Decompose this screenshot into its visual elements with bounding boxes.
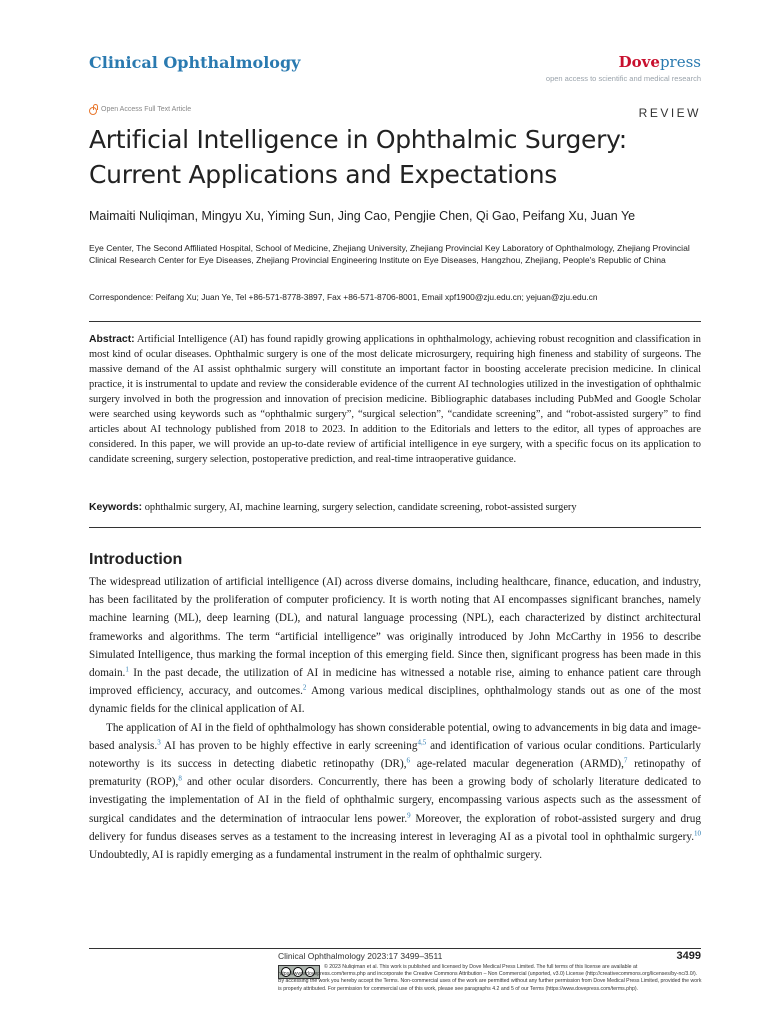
publisher-brand[interactable]: [546, 53, 701, 83]
journal-name[interactable]: Clinical Ophthalmology: [89, 53, 301, 72]
affiliation: Eye Center, The Second Affiliated Hospital, School of Medicine, Zhejiang University, Zhejiang Provincial Key Laboratory of Ophthalmology, Zhejiang Provincial Clinical Research Center for Eye Diseases, Zhejiang Provincial Engineering Institute on Eye Diseases, Hangzhou, Zhejiang, People's Republic of China: [89, 243, 690, 265]
publisher-tagline: open access to scientific and medical research: [545, 74, 701, 83]
citation-link[interactable]: 1: [125, 665, 129, 674]
keywords: [89, 500, 701, 515]
section-heading-introduction: Introduction: [89, 551, 183, 568]
article-title: [89, 122, 709, 192]
citation-link[interactable]: 6: [406, 756, 411, 765]
open-access-lock-icon: [89, 104, 97, 115]
citation-link[interactable]: 2: [302, 683, 307, 692]
citation-link[interactable]: 4,5: [417, 738, 427, 747]
citation-link[interactable]: 7: [623, 756, 628, 765]
abstract-text: Artificial Intelligence (AI) has found rapidly growing applications in ophthalmology, achieving robust recognition and classification in most kind of ocular diseases. Ophthalmic surgery is one of the most delicate microsurgery, requiring high fineness and stability of surgeons. The massive demand of the AI assist ophthalmic surgery will constitute an important factor in boosting accelerate precision medicine. In clinical practice, it is instrumental to update and review the considerable evidence of the current AI technologies utilized in the investigation of ophthalmic surgery involved in both the progression and innovation of precision medicine. Bibliographic databases including PubMed and Google Scholar were searched using keywords such as “ophthalmic surgery”, “surgical selection”, “candidate screening”, and “robot-assisted surgery” to find articles about AI technology published from 2018 to 2023. In addition to the Editorials and letters to the editor, all types of approaches are considered. In this paper, we will provide an up-to-date review of artificial intelligence in eye surgery, with a specific focus on its application to candidate screening, surgery selection, postoperative prediction, and real-time intraoperative guidance.: [89, 334, 701, 465]
footer-citation[interactable]: Clinical Ophthalmology 2023:17 3499–3511: [278, 951, 443, 961]
open-access-badge: [89, 104, 191, 115]
title-line-2: Current Applications and Expectations: [89, 160, 558, 189]
open-access-label: Open Access Full Text Article: [101, 106, 192, 113]
citation-link[interactable]: 10: [694, 829, 701, 838]
abstract-bottom-rule: [89, 527, 701, 528]
title-line-1: Artificial Intelligence in Ophthalmic Surgery:: [89, 125, 627, 154]
paragraph: The widespread utilization of artificial intelligence (AI) across diverse domains, including healthcare, finance, education, and industry, has been facilitated by the proliferation of computer proficiency. It is worth noting that AI encompasses significant branches, namely machine learning (ML), deep learning (DL), and natural language processing (NPL), each characterized by distinct architectural frameworks and algorithms. The term “artificial intelligence” was originally introduced by John McCarthy in 1956 to describe Simulated Intelligence, thus marking the formal inception of this emerging field. Since then, significant progress has been made in this domain.$^1$ In the past decade, the utilization of AI in medicine has witnessed a notable rise, aiming to enhance patient care through improved efficiency, accuracy, and outcomes.$^2$ Among various medical disciplines, ophthalmology stands out as one of the most dynamic fields for the clinical application of AI.: [89, 576, 701, 716]
abstract: [89, 332, 701, 467]
paragraph: The application of AI in the field of ophthalmology has shown considerable potential, owing to advancements in big data and image-based analysis.$^3$ AI has proven to be highly effective in early screening$^{4,5}$ and identification of various ocular conditions. Particularly noteworthy is its success in detecting diabetic retinopathy (DR),$^6$ age-related macular degeneration (ARMD),$^7$ retinopathy of prematurity (ROP),$^8$ and other ocular disorders. Concurrently, there has been a growing body of scholarly literature dedicated to investigating the implementation of AI in the field of ophthalmic surgery, encompassing various aspects such as the assessment of surgical candidates and the determination of intraocular lens power.$^9$ Moreover, the exploration of robot-assisted surgery and drug delivery for fundus diseases serves as a testament to the increasing interest in leveraging AI as a pivotal tool in ophthalmic surgery.$^{10}$ Undoubtedly, AI is rapidly emerging as a fundamental instrument in the realm of ophthalmic surgery.: [89, 721, 701, 862]
citation-link[interactable]: 3: [157, 738, 161, 747]
keywords-label: Keywords:: [89, 502, 143, 513]
author-list[interactable]: Maimaiti Nuliqiman, Mingyu Xu, Yiming Sun, Jing Cao, Pengjie Chen, Qi Gao, Peifang Xu, Juan Ye: [89, 209, 636, 223]
article-type: REVIEW: [638, 106, 701, 120]
citation-link[interactable]: 9: [407, 810, 411, 819]
page-number: 3499: [676, 950, 701, 962]
abstract-label: Abstract:: [89, 334, 135, 345]
keywords-text: ophthalmic surgery, AI, machine learning, surgery selection, candidate screening, robot-assisted surgery: [144, 502, 577, 513]
license-text: © 2023 Nuliqiman et al. This work is published and licensed by Dove Medical Press Limited. The full terms of this license are available at https://www.dovepress.com/terms.php and incorporate the Creative Commons Attribution – Non Commercial (unported, v3.0) License (http://creativecommons.org/licenses/by-nc/3.0/). By accessing the work you hereby accept the Terms. Non-commercial uses of the work are permitted without any further permission from Dove Medical Press Limited, provided the work is properly attributed. For permission for commercial use of this work, please see paragraphs 4.2 and 5 of our Terms (https://www.dovepress.com/terms.php).: [278, 964, 702, 992]
citation-link[interactable]: 8: [178, 774, 182, 783]
publisher-logo: Dovepress: [618, 53, 701, 71]
footer-rule: [89, 948, 701, 949]
correspondence[interactable]: Correspondence: Peifang Xu; Juan Ye, Tel +86-571-8778-3897, Fax +86-571-8706-8001, Email xpf1900@zju.edu.cn; yejuan@zju.edu.cn: [89, 292, 598, 302]
introduction-body: [89, 573, 701, 864]
abstract-top-rule: [89, 321, 701, 322]
